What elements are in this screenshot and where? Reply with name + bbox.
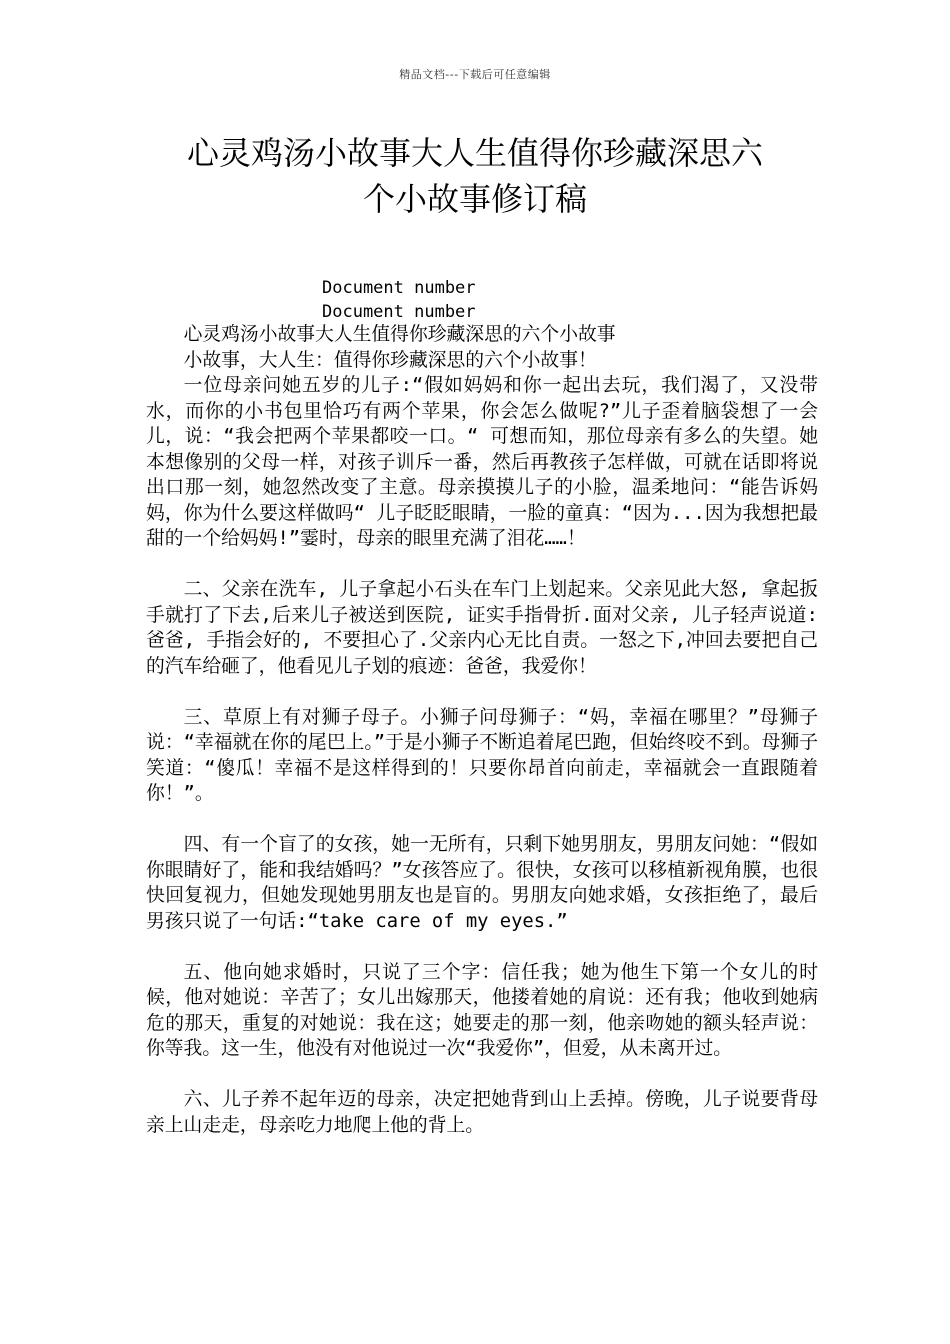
body-intro: 小故事，大人生：值得你珍藏深思的六个小故事！: [183, 349, 597, 371]
story-3-paragraph: 三、草原上有对狮子母子。小狮子问母狮子：“妈，幸福在哪里？”母狮子说：“幸福就在你的尾巴上。”于是小狮子不断追着尾巴跑，但始终咬不到。母狮子笑道：“傻瓜！幸福不是这样得到的！只要你昂首向前走，幸福就会一直跟随着你！”。: [146, 706, 818, 804]
story-6-paragraph: 六、儿子养不起年迈的母亲，决定把她背到山上丢掉。傍晚，儿子说要背母亲上山走走，母亲吃力地爬上他的背上。: [146, 1089, 818, 1136]
document-title: [100, 130, 850, 222]
title-line-1: 心灵鸡汤小故事大人生值得你珍藏深思六: [186, 134, 763, 172]
title-line-2: 个小故事修订稿: [362, 180, 587, 218]
document-number-line-1: Document number: [322, 278, 476, 298]
story-5-paragraph: 五、他向她求婚时，只说了三个字：信任我；她为他生下第一个女儿的时候，他对她说：辛苦了；女儿出嫁那天，他搂着她的肩说：还有我；他收到她病危的那天，重复的对她说：我在这；她要走的那一刻，他亲吻她的额头轻声说：你等我。这一生，他没有对他说过一次“我爱你”，但爱，从未离开过。: [146, 961, 818, 1059]
story-4-paragraph: 四、有一个盲了的女孩，她一无所有，只剩下她男朋友，男朋友问她：“假如你眼睛好了，能和我结婚吗？”女孩答应了。很快，女孩可以移植新视角膜，也很快回复视力，但她发现她男朋友也是盲的。男朋友向她求婚，女孩拒绝了，最后男孩只说了一句话:“take care of my eyes.”: [146, 834, 818, 932]
page-header-note: 精品文档---下载后可任意编辑: [399, 68, 551, 81]
document-body: [146, 322, 818, 1138]
story-1-paragraph: 一位母亲问她五岁的儿子:“假如妈妈和你一起出去玩，我们渴了，又没带水，而你的小书包里恰巧有两个苹果，你会怎么做呢?”儿子歪着脑袋想了一会儿，说：“我会把两个苹果都咬一口。“ 可想而知，那位母亲有多么的失望。她本想像别的父母一样，对孩子训斥一番，然后再教孩子怎样做，可就在话即将说出口那一刻，她忽然改变了主意。母亲摸摸儿子的小脸，温柔地问：“能告诉妈妈，你为什么要这样做吗“ 儿子眨眨眼睛，一脸的童真：“因为...因为我想把最甜的一个给妈妈!”霎时，母亲的眼里充满了泪花……！: [146, 375, 818, 549]
body-subtitle: 心灵鸡汤小故事大人生值得你珍藏深思的六个小故事: [183, 324, 616, 345]
story-2-paragraph: 二、父亲在洗车, 儿子拿起小石头在车门上划起来。父亲见此大怒, 拿起扳手就打了下去,后来儿子被送到医院, 证实手指骨折.面对父亲, 儿子轻声说道: 爸爸, 手指会好的, 不要担心了.父亲内心无比自责。一怒之下,冲回去要把自己的汽车给砸了，他看见儿子划的痕迹：爸爸，我爱你！: [146, 579, 818, 677]
document-number-line-2: Document number: [322, 302, 476, 322]
